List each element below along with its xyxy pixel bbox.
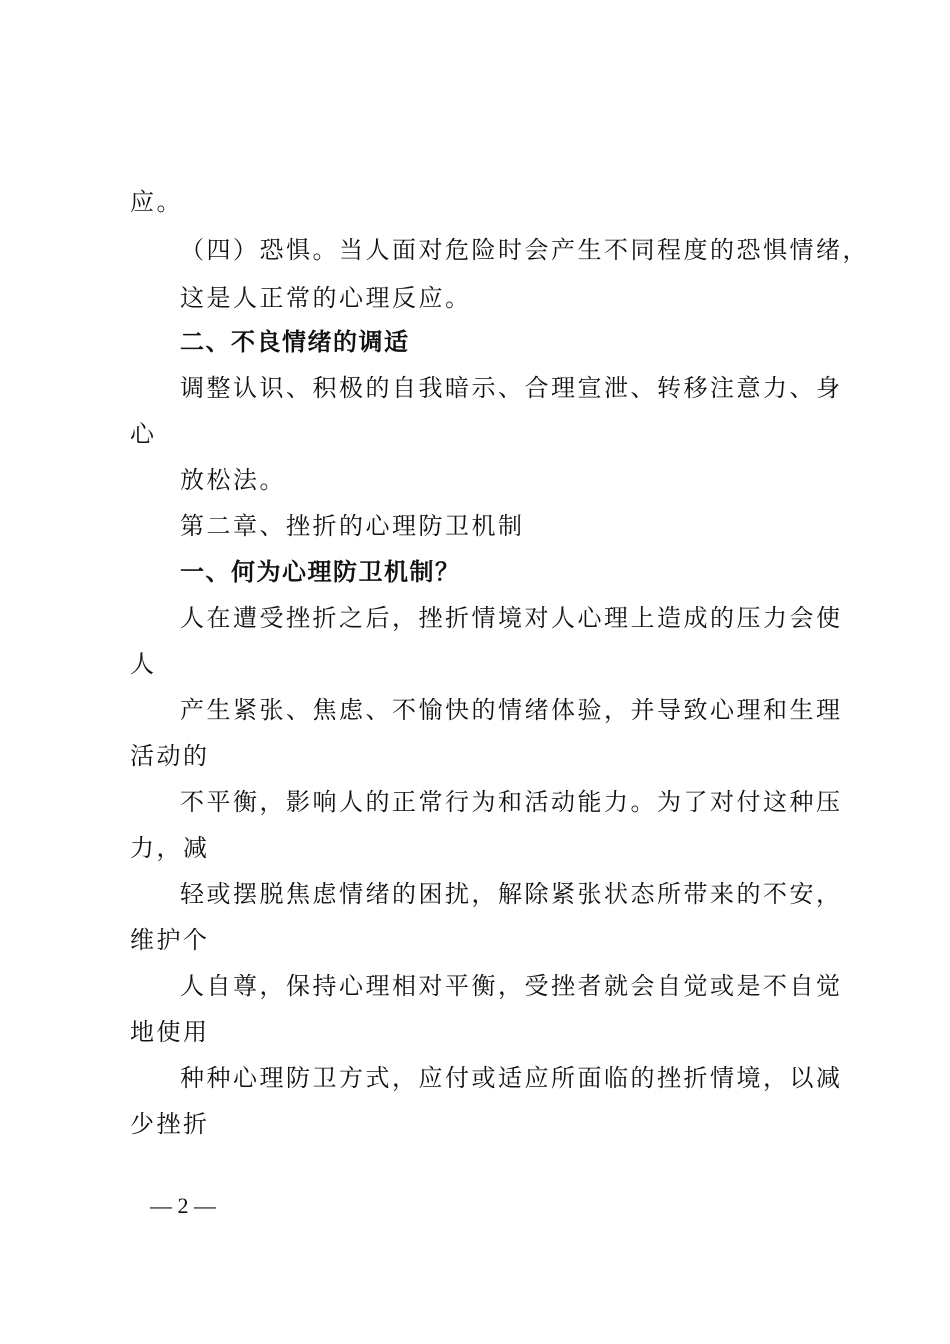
text-line: 地使用 <box>130 1018 210 1046</box>
text-line: 调整认识、积极的自我暗示、合理宣泄、转移注意力、身 <box>180 374 843 402</box>
text-line: 放松法。 <box>180 466 286 494</box>
text-line: 力，减 <box>130 834 210 862</box>
section-heading: 二、不良情绪的调适 <box>180 328 410 356</box>
text-line: （四）恐惧。当人面对危险时会产生不同程度的恐惧情绪， <box>180 236 869 264</box>
text-line: 轻或摆脱焦虑情绪的困扰，解除紧张状态所带来的不安， <box>180 880 843 908</box>
page-number: — 2 — <box>150 1193 216 1218</box>
text-line: 产生紧张、焦虑、不愉快的情绪体验，并导致心理和生理 <box>180 696 843 724</box>
text-line: 这是人正常的心理反应。 <box>180 284 472 312</box>
text-line: 人在遭受挫折之后，挫折情境对人心理上造成的压力会使 <box>180 604 843 632</box>
text-line: 人 <box>130 650 157 678</box>
text-line: 少挫折 <box>130 1110 210 1138</box>
text-line: 心 <box>130 420 157 448</box>
text-line: 种种心理防卫方式，应付或适应所面临的挫折情境，以减 <box>180 1064 843 1092</box>
text-line: 人自尊，保持心理相对平衡，受挫者就会自觉或是不自觉 <box>180 972 843 1000</box>
text-line: 活动的 <box>130 742 210 770</box>
text-line: 应。 <box>130 188 183 216</box>
section-heading: 一、何为心理防卫机制？ <box>180 558 461 586</box>
chapter-heading: 第二章、挫折的心理防卫机制 <box>180 512 525 540</box>
text-line: 不平衡，影响人的正常行为和活动能力。为了对付这种压 <box>180 788 843 816</box>
text-line: 维护个 <box>130 926 210 954</box>
